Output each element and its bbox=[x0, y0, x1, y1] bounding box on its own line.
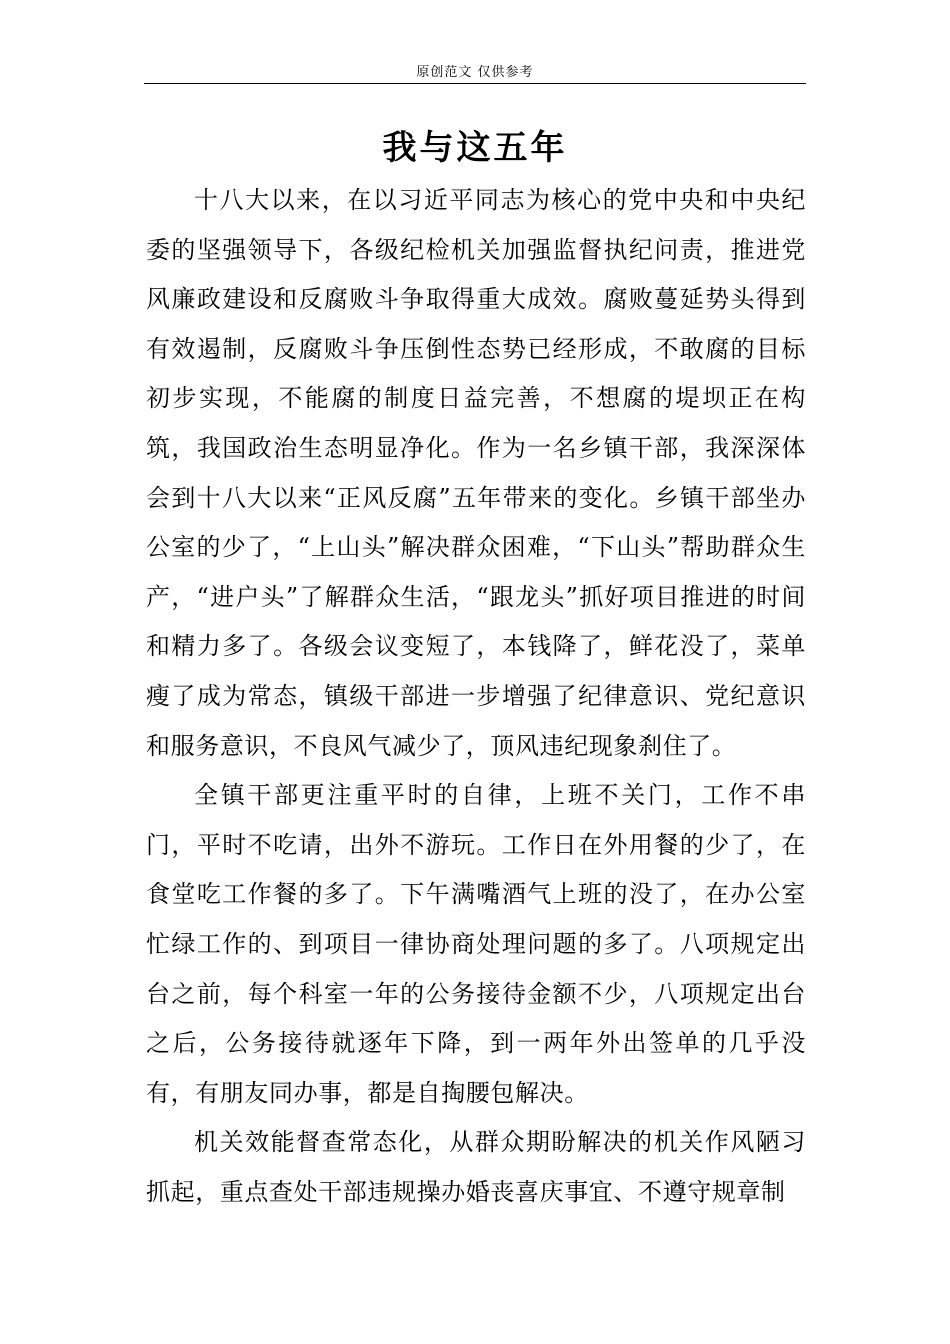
paragraph-2: 全镇干部更注重平时的自律，上班不关门，工作不串门，平时不吃请，出外不游玩。工作日在外用餐的少了，在食堂吃工作餐的多了。下午满嘴酒气上班的没了，在办公室忙绿工作的、到项目一律协商处理问题的多了。八项规定出台之前，每个科室一年的公务接待金额不少，八项规定出台之后，公务接待就逐年下降，到一两年外出签单的几乎没有，有朋友同办事，都是自掏腰包解决。 bbox=[146, 781, 806, 1107]
paragraph-1: 十八大以来，在以习近平同志为核心的党中央和中央纪委的坚强领导下，各级纪检机关加强监督执纪问责，推进党风廉政建设和反腐败斗争取得重大成效。腐败蔓延势头得到有效遏制，反腐败斗争压倒性态势已经形成，不敢腐的目标初步实现，不能腐的制度日益完善，不想腐的堤坝正在构筑，我国政治生态明显净化。作为一名乡镇干部，我深深体会到十八大以来“正风反腐”五年带来的变化。乡镇干部坐办公室的少了，“上山头”解决群众困难，“下山头”帮助群众生产，“进户头”了解群众生活，“跟龙头”抓好项目推进的时间和精力多了。各级会议变短了，本钱降了，鲜花没了，菜单瘦了成为常态，镇级干部进一步增强了纪律意识、党纪意识和服务意识，不良风气减少了，顶风违纪现象刹住了。 bbox=[146, 186, 806, 760]
paragraph-3: 机关效能督查常态化，从群众期盼解决的机关作风陋习抓起，重点查处干部违规操办婚丧喜庆事宜、不遵守规章制 bbox=[146, 1128, 806, 1206]
header-divider bbox=[144, 83, 806, 84]
document-body bbox=[146, 176, 806, 1217]
page-header: 原创范文 仅供参考 bbox=[416, 65, 534, 80]
document-title: 我与这五年 bbox=[382, 128, 568, 168]
